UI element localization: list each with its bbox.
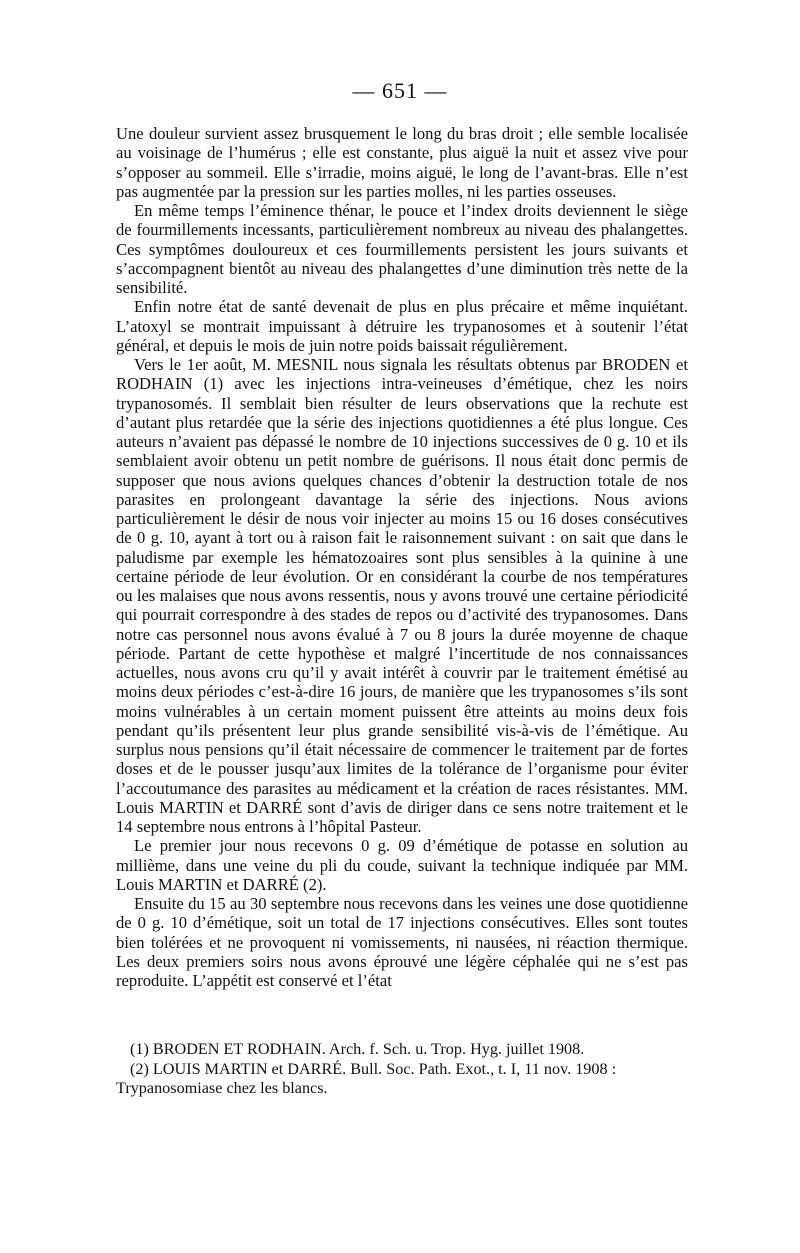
paragraph-2: En même temps l’éminence thénar, le pouce et l’index droits deviennent le siège de fourmillements incessants, particulièrement nombreux au niveau des phalangettes. Ces symptômes douloureux et ces fourmillements persistent les jours suivants et s’accompagnent bientôt au niveau des phalangettes d’une diminution très nette de la sensibilité. — [116, 201, 688, 297]
footnote-1: (1) BRODEN ET RODHAIN. Arch. f. Sch. u. Trop. Hyg. juillet 1908. — [130, 1040, 585, 1058]
body-text — [116, 124, 688, 990]
paragraph-6: Ensuite du 15 au 30 septembre nous recevons dans les veines une dose quotidienne de 0 g. 10 d’émétique, soit un total de 17 injections consécutives. Elles sont toutes bien tolérées et ne provoquent ni vomissements, ni nausées, ni réaction thermique. Les deux premiers soirs nous avons éprouvé une légère céphalée qui ne s’est pas reproduite. L’appétit est conservé et l’état — [116, 894, 688, 990]
footnotes — [116, 1040, 688, 1099]
paragraph-3: Enfin notre état de santé devenait de plus en plus précaire et même inquiétant. L’atoxyl se montrait impuissant à détruire les trypanosomes et à soutenir l’état général, et depuis le mois de juin notre poids baissait régulièrement. — [116, 297, 688, 355]
page-number: — 651 — — [352, 78, 448, 103]
footnote-2: (2) LOUIS MARTIN et DARRÉ. Bull. Soc. Path. Exot., t. I, 11 nov. 1908 : Trypanosomiase chez les blancs. — [116, 1059, 617, 1097]
paragraph-5: Le premier jour nous recevons 0 g. 09 d’émétique de potasse en solution au millième, dans une veine du pli du coude, suivant la technique indiquée par MM. Louis MARTIN et DARRÉ (2). — [116, 836, 688, 894]
paragraph-1: Une douleur survient assez brusquement le long du bras droit ; elle semble localisée au voisinage de l’humérus ; elle est constante, plus aiguë la nuit et assez vive pour s’opposer au sommeil. Elle s’irradie, moins aiguë, le long de l’avant-bras. Elle n’est pas augmentée par la pression sur les parties molles, ni les parties osseuses. — [116, 124, 688, 201]
paragraph-4: Vers le 1er août, M. MESNIL nous signala les résultats obtenus par BRODEN et RODHAIN (1) avec les injections intra-veineuses d’émétique, chez les noirs trypanosomés. Il semblait bien résulter de leurs observations que la rechute est d’autant plus retardée que la série des injections quotidiennes a été plus longue. Ces auteurs n’avaient pas dépassé le nombre de 10 injections successives de 0 g. 10 et ils semblaient avoir obtenu un petit nombre de guérisons. Il nous était donc permis de supposer que nous avions quelques chances d’obtenir la destruction totale de nos parasites en prolongeant davantage la série des injections. Nous avions particulièrement le désir de nous voir injecter au moins 15 ou 16 doses consécutives de 0 g. 10, ayant à tort ou à raison fait le raisonnement suivant : on sait que dans le paludisme par exemple les hématozoaires sont plus sensibles à la quinine à une certaine période de leur évolution. Or en considérant la courbe de nos températures ou les malaises que nous avons ressentis, nous y avons trouvé une certaine périodicité qui pourrait correspondre à des stades de repos ou d’activité des trypanosomes. Dans notre cas personnel nous avons évalué à 7 ou 8 jours la durée moyenne de chaque période. Partant de cette hypothèse et malgré l’incertitude de nos connaissances actuelles, nous avons cru qu’il y avait intérêt à couvrir par le traitement émétisé au moins deux périodes c’est-à-dire 16 jours, de manière que les trypanosomes s’ils sont moins vulnérables à un certain moment puissent être atteints au moins deux fois pendant qu’ils présentent leur plus grande sensibilité vis-à-vis de l’émétique. Au surplus nous pensions qu’il était nécessaire de commencer le traitement par de fortes doses et de le pousser jusqu’aux limites de la tolérance de l’organisme pour éviter l’accoutumance des parasites au médicament et la création de races résistantes. MM. Louis MARTIN et DARRÉ sont d’avis de diriger dans ce sens notre traitement et le 14 septembre nous entrons à l’hôpital Pasteur. — [116, 355, 688, 836]
